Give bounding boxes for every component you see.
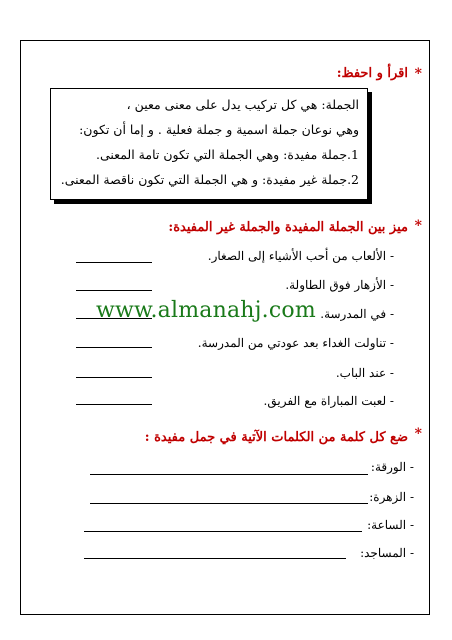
sentence-item: - عند الباب. xyxy=(335,366,394,380)
sentence-item: - في المدرسة. xyxy=(320,307,394,321)
word-label: - المساجد: xyxy=(360,546,414,560)
answer-blank[interactable] xyxy=(76,377,152,378)
word-label: - الورقة: xyxy=(370,460,414,474)
watermark: www.almanahj.com xyxy=(96,298,316,323)
word-label: - الساعة: xyxy=(367,518,414,532)
definition-line: 1.جملة مفيدة: وهي الجملة التي تكون تامة المعنى. xyxy=(96,147,359,162)
definition-line: 2.جملة غير مفيدة: و هي الجملة التي تكون ناقصة المعنى. xyxy=(60,172,359,187)
star-bullet: * xyxy=(414,426,422,442)
sentence-item: - الألعاب من أحب الأشياء إلى الصغار. xyxy=(207,249,394,263)
sentence-item: - الأزهار فوق الطاولة. xyxy=(285,278,394,292)
star-bullet: * xyxy=(414,66,422,82)
definition-line: وهي نوعان جملة اسمية و جملة فعلية . و إما أن تكون: xyxy=(79,122,359,137)
answer-blank[interactable] xyxy=(76,262,152,263)
section2-title: ميز بين الجملة المفيدة والجملة غير المفيدة: xyxy=(168,220,408,235)
sentence-item: - تناولت الغداء بعد عودتي من المدرسة. xyxy=(197,336,394,350)
sentence-item: - لعبت المباراة مع الفريق. xyxy=(263,394,394,408)
answer-blank[interactable] xyxy=(76,290,152,291)
sentence-blank[interactable] xyxy=(84,531,362,532)
star-bullet: * xyxy=(414,218,422,234)
sentence-blank[interactable] xyxy=(90,503,368,504)
definition-line: الجملة: هي كل تركيب يدل على معنى معين ، xyxy=(126,97,359,112)
sentence-blank[interactable] xyxy=(84,558,346,559)
word-label: - الزهرة: xyxy=(369,490,414,504)
answer-blank[interactable] xyxy=(76,347,152,348)
section3-title: ضع كل كلمة من الكلمات الآتية في جمل مفيدة : xyxy=(144,430,408,445)
answer-blank[interactable] xyxy=(76,404,152,405)
sentence-blank[interactable] xyxy=(90,474,368,475)
section1-title: اقرأ و احفظ: xyxy=(336,66,408,81)
definition-box xyxy=(50,88,368,200)
